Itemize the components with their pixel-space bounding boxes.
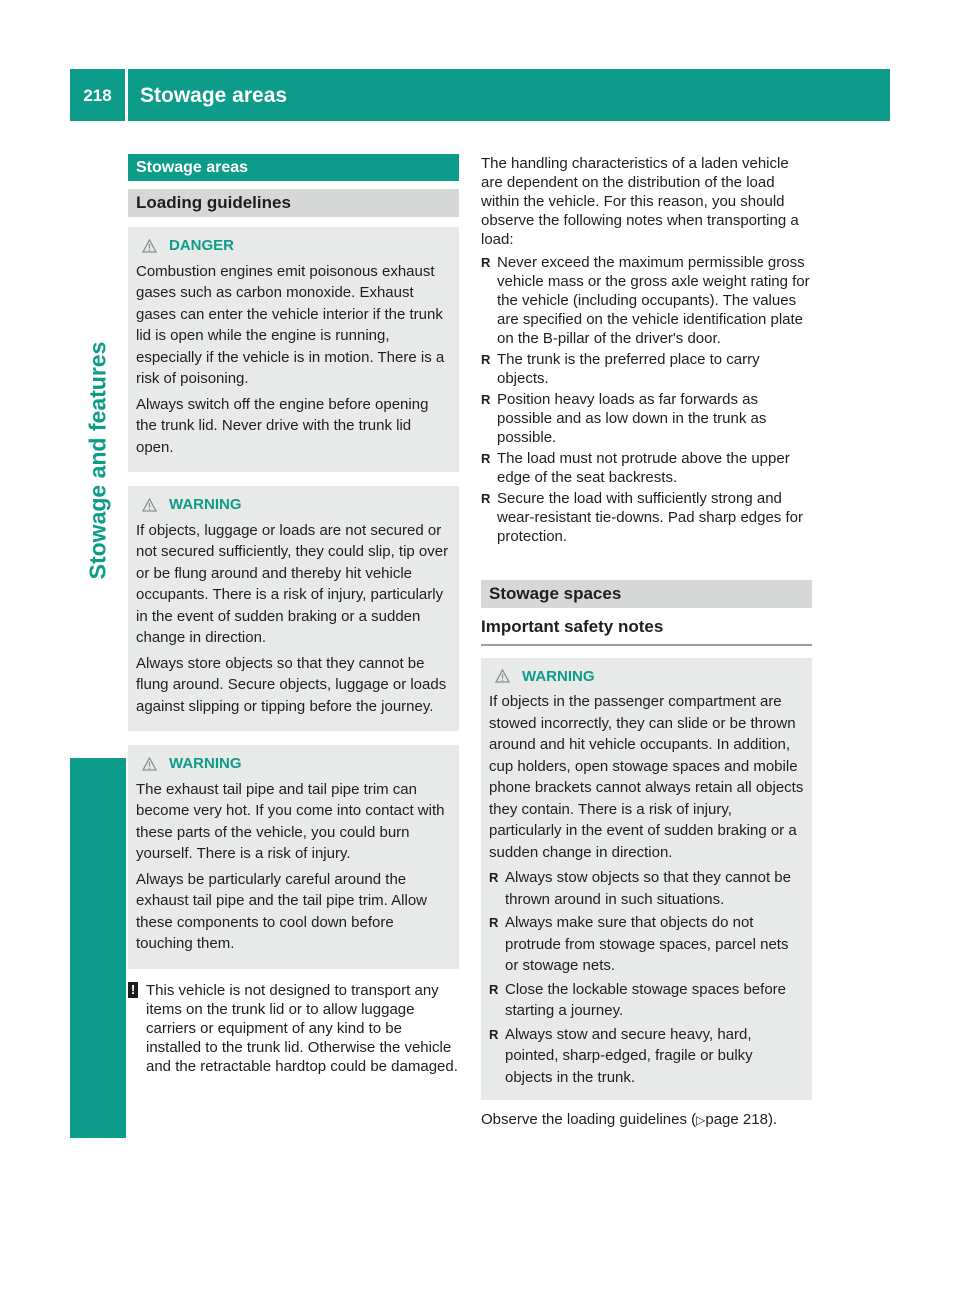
warning-heading [136, 494, 451, 516]
list-item: R Always stow objects so that they cannot be thrown around in such situations. [489, 867, 804, 910]
danger-text: Always switch off the engine before opening the trunk lid. Never drive with the trunk lid open. [136, 395, 429, 456]
page-title: Stowage areas [140, 84, 288, 107]
warning-box [128, 486, 459, 731]
intro-text: The handling characteristics of a laden vehicle are dependent on the distribution of the load within the vehicle. For this reason, you should observe the following notes when transporting a load: [481, 155, 799, 248]
warning-triangle-icon [142, 757, 157, 771]
warning-text: Always be particularly careful around the exhaust tail pipe and the tail pipe trim. Allow these components to cool down before touching them. [136, 870, 427, 952]
warning-label: WARNING [169, 755, 242, 772]
header-divider [125, 69, 128, 121]
side-tab-label: Stowage and features [84, 341, 111, 579]
danger-text: Combustion engines emit poisonous exhaust gases such as carbon monoxide. Exhaust gases can enter the vehicle interior if the trunk lid is open while the engine is running, especially if the vehicle is in motion. There is a risk of poisoning. [136, 262, 445, 387]
warning-triangle-icon [495, 669, 510, 683]
page-arrow-icon: ▷ [696, 1113, 706, 1127]
section-title: Stowage areas [128, 154, 459, 181]
page-reference [481, 1110, 812, 1130]
warning-triangle-icon [142, 498, 157, 512]
warning-box [481, 658, 812, 1101]
list-item: R Never exceed the maximum permissible gross vehicle mass or the gross axle weight rating for the vehicle (including occupants). The values are specified on the vehicle identification plate on the B-pillar of the driver's door. [481, 253, 812, 348]
list-item: R Secure the load with sufficiently strong and wear-resistant tie-downs. Pad sharp edges for protection. [481, 489, 812, 546]
warning-heading [136, 753, 451, 775]
danger-heading [136, 235, 451, 257]
right-column [481, 154, 812, 1130]
list-item: R Position heavy loads as far forwards as possible and as low down in the trunk as possible. [481, 390, 812, 447]
warning-text: If objects in the passenger compartment are stowed incorrectly, they can slide or be thrown around and hit vehicle occupants. In addition, cup holders, open stowage spaces and mobile phone brackets cannot always retain all objects they contain. There is a risk of injury, particularly in the event of sudden braking or a sudden change in direction. [489, 693, 804, 861]
warning-text: Always store objects so that they cannot be flung around. Secure objects, luggage or loads against slipping or tipping before the journey. [136, 654, 447, 715]
left-column [128, 154, 459, 1076]
reference-text: Observe the loading guidelines ( [481, 1111, 697, 1128]
reference-link[interactable]: page 218). [705, 1111, 778, 1128]
warning-triangle-icon [142, 239, 157, 253]
subsection-title-loading: Loading guidelines [128, 189, 459, 217]
warning-text: If objects, luggage or loads are not secured or not secured sufficiently, they could slip, tip over or be flung around and thereby hit vehicle occupants. There is a risk of injury, particularly in the event of sudden braking or a sudden change in direction. [136, 521, 449, 646]
list-item: R Always make sure that objects do not protrude from stowage spaces, parcel nets or stowage nets. [489, 912, 804, 977]
note [128, 981, 459, 1076]
side-color-block [70, 758, 126, 1138]
page-number: 218 [83, 86, 112, 105]
warning-text: The exhaust tail pipe and tail pipe trim can become very hot. If you come into contact with these parts of the vehicle, you could burn yourself. There is a risk of injury. [136, 780, 445, 862]
warning-heading [489, 666, 804, 688]
exclamation-icon: ! [128, 982, 138, 998]
danger-label: DANGER [169, 237, 235, 254]
warning-label: WARNING [169, 496, 242, 513]
warning-list [489, 867, 804, 1088]
loading-list [481, 253, 812, 546]
danger-box [128, 227, 459, 472]
safety-notes-heading: Important safety notes [481, 608, 812, 646]
list-item: R Always stow and secure heavy, hard, pointed, sharp-edged, fragile or bulky objects in the trunk. [489, 1024, 804, 1089]
side-tab [72, 180, 124, 740]
list-item: R The trunk is the preferred place to carry objects. [481, 350, 812, 388]
list-item: R The load must not protrude above the upper edge of the seat backrests. [481, 449, 812, 487]
list-item: R Close the lockable stowage spaces before starting a journey. [489, 979, 804, 1022]
warning-label: WARNING [522, 667, 595, 685]
note-text: This vehicle is not designed to transport any items on the trunk lid or to allow luggage carriers or equipment of any kind to be installed to the trunk lid. Otherwise the vehicle and the retractable hardtop could be damaged. [146, 981, 458, 1075]
warning-box [128, 745, 459, 969]
subsection-title-stowage: Stowage spaces [481, 580, 812, 608]
